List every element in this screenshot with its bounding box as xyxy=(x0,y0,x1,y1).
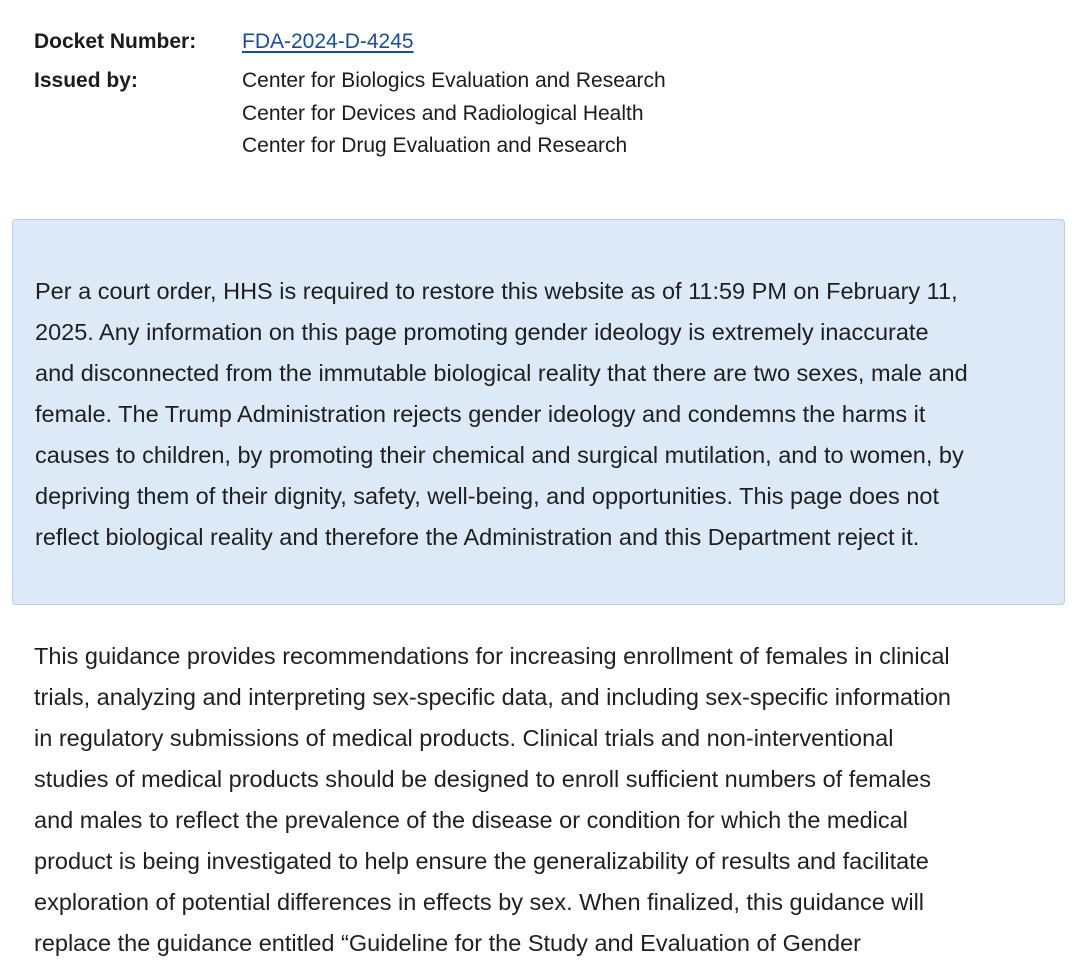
issued-by-label: Issued by: xyxy=(34,69,138,92)
guidance-line: and males to reflect the prevalence of the disease or condition for which the medical xyxy=(34,807,908,833)
guidance-line: in regulatory submissions of medical products. Clinical trials and non-interventional xyxy=(34,725,894,751)
notice-line: causes to children, by promoting their chemical and surgical mutilation, and to women, by xyxy=(35,442,964,468)
guidance-line: This guidance provides recommendations for increasing enrollment of females in clinical xyxy=(34,643,950,669)
guidance-line: trials, analyzing and interpreting sex-specific data, and including sex-specific information xyxy=(34,684,951,710)
notice-line: and disconnected from the immutable biological reality that there are two sexes, male and xyxy=(35,360,968,386)
guidance-line: product is being investigated to help ensure the generalizability of results and facilitate xyxy=(34,848,929,874)
issuer-center-devices: Center for Devices and Radiological Health xyxy=(242,101,644,125)
docket-number-label: Docket Number: xyxy=(34,30,197,53)
guidance-description xyxy=(34,636,1064,964)
notice-line: female. The Trump Administration rejects gender ideology and condemns the harms it xyxy=(35,401,926,427)
court-order-notice xyxy=(12,219,1065,605)
notice-text xyxy=(35,271,1060,558)
guidance-line: studies of medical products should be designed to enroll sufficient numbers of females xyxy=(34,766,931,792)
issuer-center-biologics: Center for Biologics Evaluation and Research xyxy=(242,69,666,92)
guidance-line: replace the guidance entitled “Guideline for the Study and Evaluation of Gender xyxy=(34,930,861,956)
guidance-line: exploration of potential differences in effects by sex. When finalized, this guidance will xyxy=(34,889,925,915)
docket-number-value xyxy=(242,28,414,56)
issuer-center-drugs: Center for Drug Evaluation and Research xyxy=(242,134,628,157)
docket-number-link[interactable]: FDA-2024-D-4245 xyxy=(242,30,414,53)
notice-line: 2025. Any information on this page promoting gender ideology is extremely inaccurate xyxy=(35,319,929,345)
notice-line: Per a court order, HHS is required to restore this website as of 11:59 PM on February 11, xyxy=(35,278,958,304)
notice-line: depriving them of their dignity, safety, well-being, and opportunities. This page does not xyxy=(35,483,939,509)
notice-line: reflect biological reality and therefore the Administration and this Department reject it. xyxy=(35,524,920,550)
issued-by-list xyxy=(242,65,666,163)
